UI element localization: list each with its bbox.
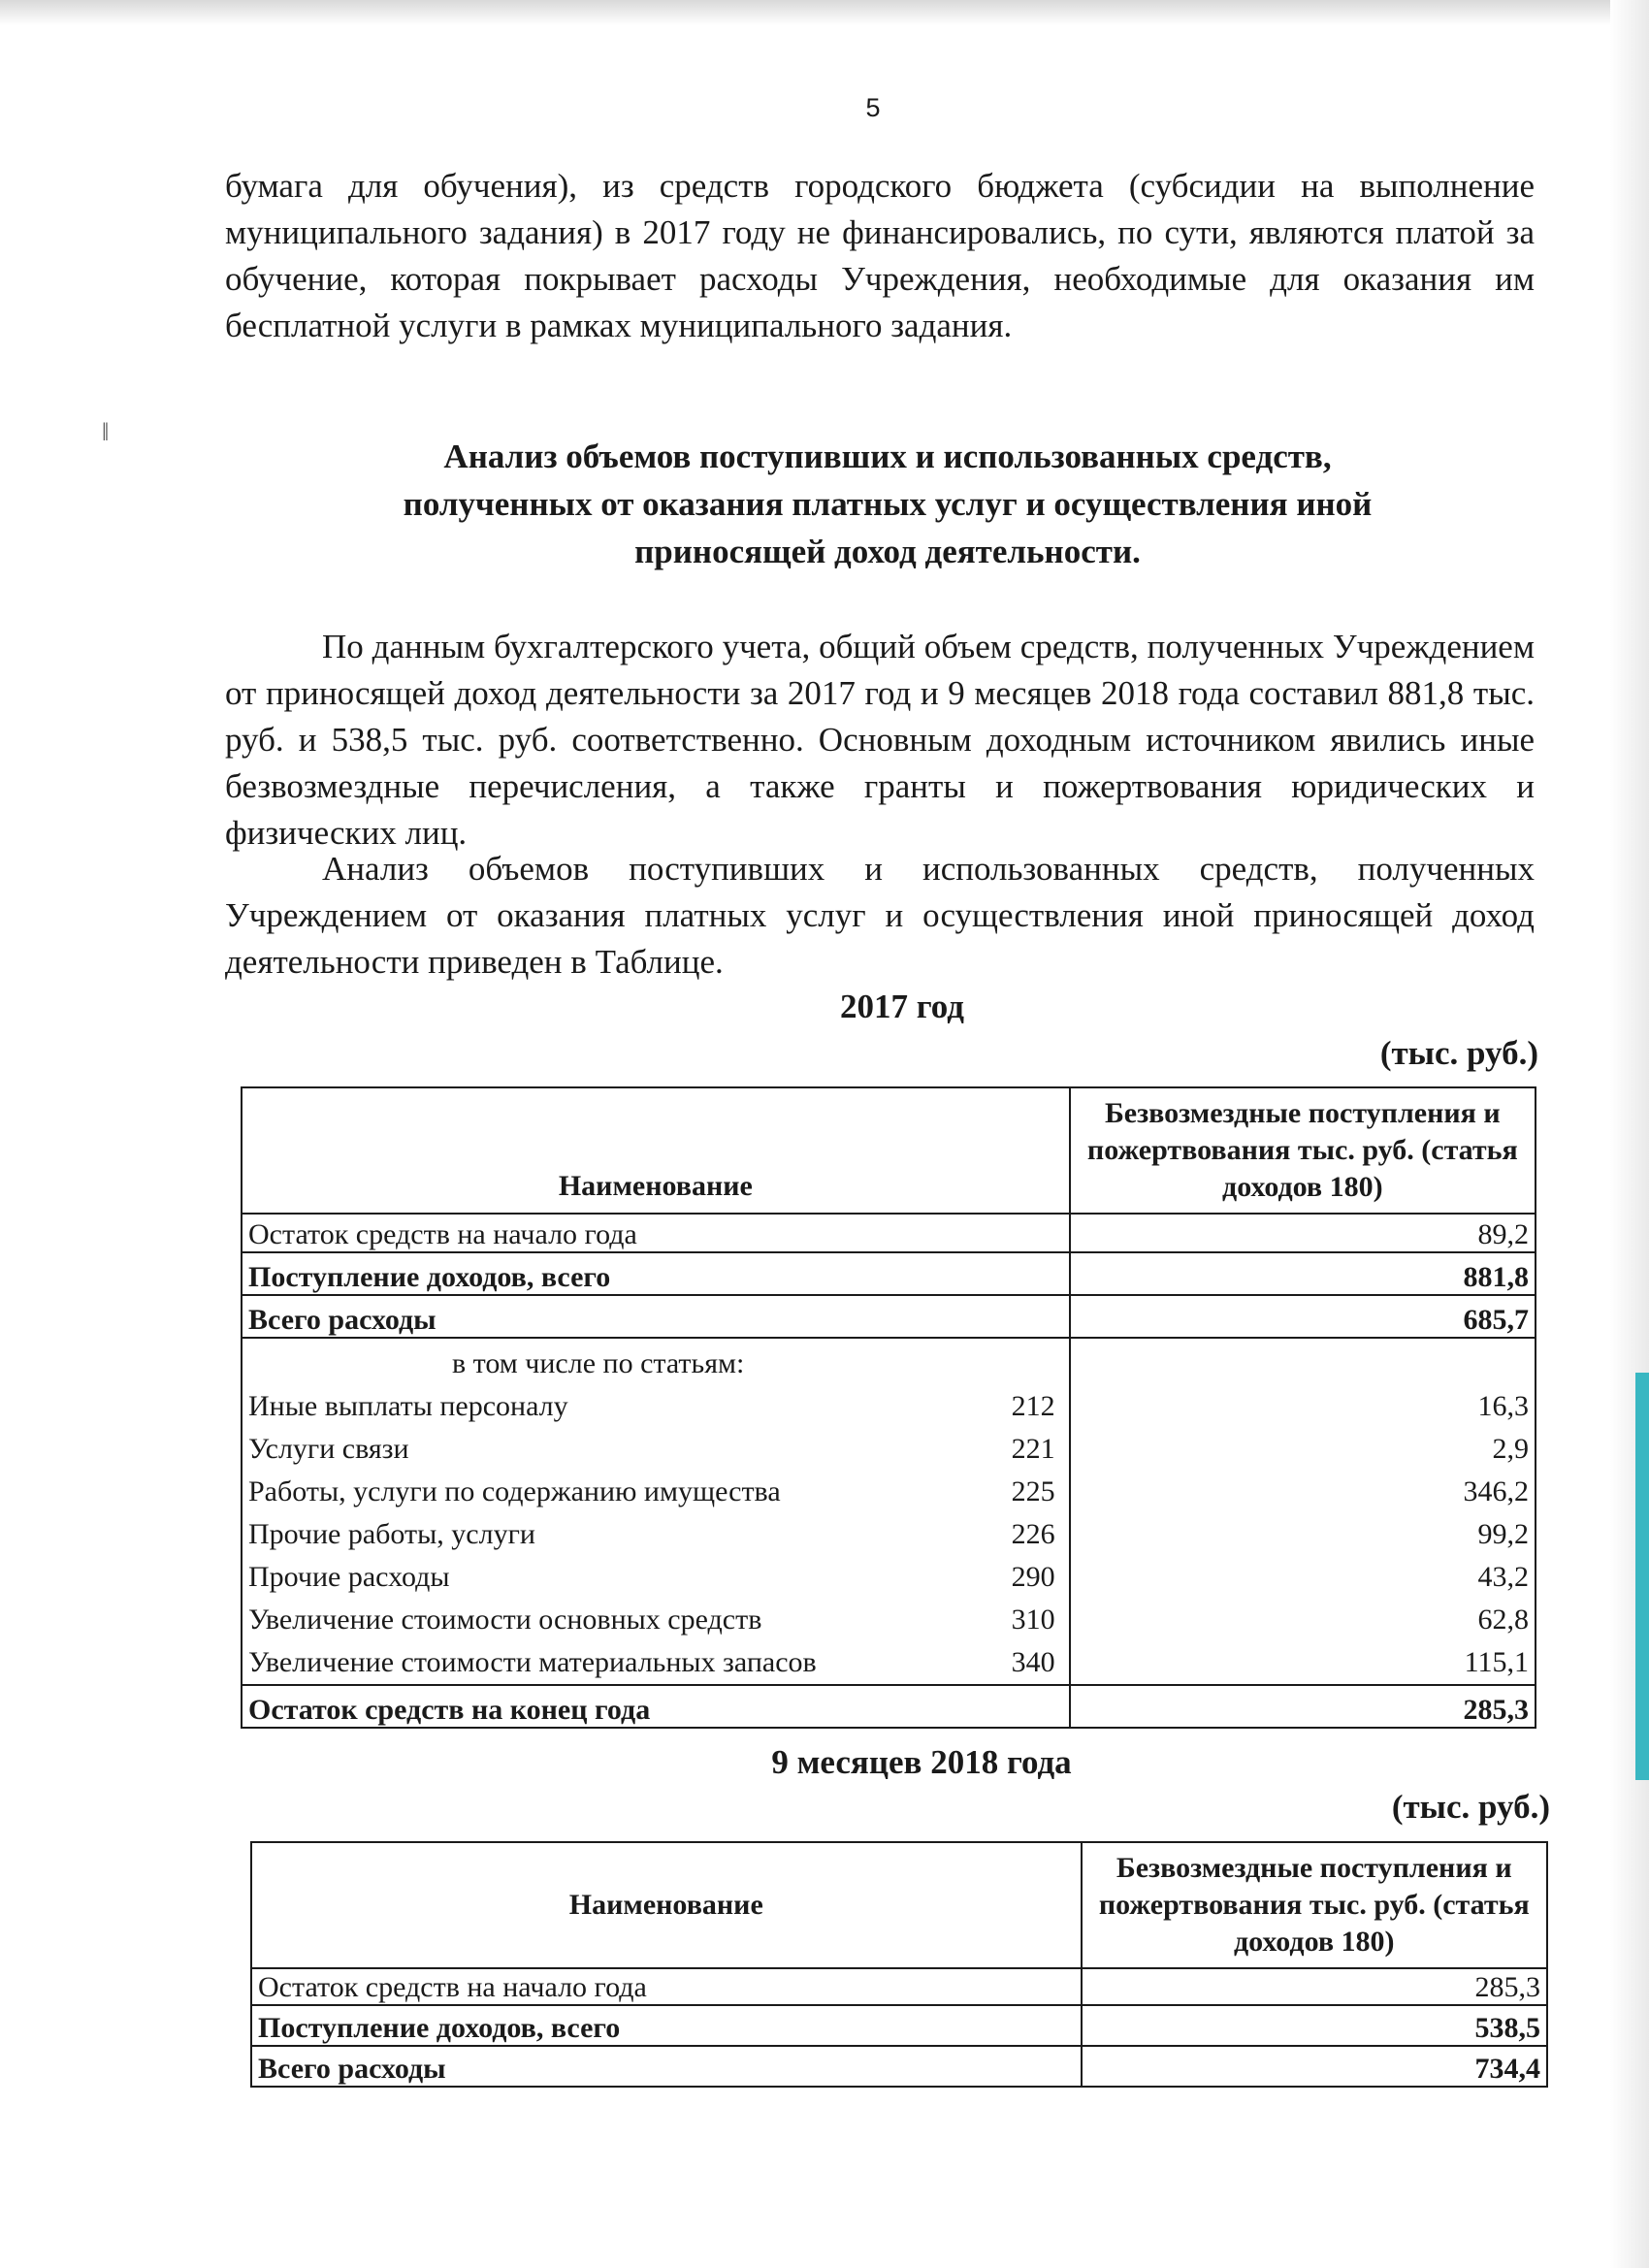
section-heading [320, 433, 1455, 575]
row-name: Остаток средств на начало года [242, 1214, 1070, 1252]
row-value: 89,2 [1070, 1214, 1536, 1252]
table-2018 [250, 1841, 1548, 2088]
table-2018-header-name: Наименование [251, 1842, 1082, 1968]
table-row-breakdown [242, 1338, 1536, 1685]
item-name: Прочие работы, услуги [248, 1518, 535, 1550]
item-name: Работы, услуги по содержанию имущества [248, 1475, 781, 1507]
section-heading-line-3: приносящей доход деятельности. [634, 533, 1141, 570]
row-name: Поступление доходов, всего [242, 1252, 1070, 1295]
item-code: 226 [1011, 1518, 1055, 1550]
table-2017-header-name: Наименование [242, 1087, 1070, 1214]
row-name: Поступление доходов, всего [251, 2005, 1082, 2046]
table-row [242, 1214, 1536, 1252]
row-name: Остаток средств на начало года [251, 1968, 1082, 2005]
table-row [242, 1295, 1536, 1338]
breakdown-names [242, 1338, 1070, 1685]
table-row [251, 2046, 1547, 2087]
item-code: 221 [1011, 1433, 1055, 1465]
list-item [248, 1428, 1063, 1471]
row-value: 734,4 [1082, 2046, 1547, 2087]
row-value: 285,3 [1070, 1685, 1536, 1728]
row-value: 538,5 [1082, 2005, 1547, 2046]
list-item [248, 1471, 1063, 1513]
paragraph-table-reference: Анализ объемов поступивших и использованных средств, полученных Учреждением от оказания платных услуг и осуществления иной приносящей доход деятельности приведен в Таблице. [225, 850, 1535, 981]
list-item [248, 1385, 1063, 1428]
row-value: 685,7 [1070, 1295, 1536, 1338]
item-value: 115,1 [1464, 1646, 1529, 1678]
item-code: 225 [1011, 1475, 1055, 1507]
item-code: 212 [1011, 1390, 1055, 1422]
page-tab-marker [1635, 1373, 1649, 1780]
row-name: Всего расходы [251, 2046, 1082, 2087]
item-name: Увеличение стоимости основных средств [248, 1604, 762, 1636]
table-row [242, 1685, 1536, 1728]
page-number: 5 [865, 93, 881, 122]
list-item [248, 1599, 1063, 1641]
list-item [248, 1641, 1063, 1684]
item-code: 310 [1011, 1604, 1055, 1636]
item-name: Увеличение стоимости материальных запасов [248, 1646, 817, 1678]
item-name: Услуги связи [248, 1433, 409, 1465]
list-item [248, 1513, 1063, 1556]
margin-mark: ǁ [102, 418, 110, 446]
section-heading-line-2: полученных от оказания платных услуг и осуществления иной [403, 485, 1373, 523]
item-value: 2,9 [1492, 1433, 1529, 1465]
scan-edge-top [0, 0, 1649, 25]
item-name: Прочие расходы [248, 1561, 450, 1593]
table-2017-unit: (тыс. руб.) [1379, 1034, 1538, 1072]
row-value: 881,8 [1070, 1252, 1536, 1295]
list-item [248, 1556, 1063, 1599]
item-value: 16,3 [1477, 1390, 1529, 1422]
item-value: 43,2 [1477, 1561, 1529, 1593]
table-2018-unit: (тыс. руб.) [1391, 1788, 1550, 1826]
paragraph-intro: бумага для обучения), из средств городского бюджета (субсидии на выполнение муниципального задания) в 2017 году не финансировались, по сути, являются платой за обучение, которая покрывает расходы Учреждения, необходимые для оказания им бесплатной услуги в рамках муниципального задания. [225, 167, 1535, 344]
table-row [251, 2005, 1547, 2046]
row-name: Всего расходы [242, 1295, 1070, 1338]
item-code: 340 [1011, 1646, 1055, 1678]
item-value: 346,2 [1463, 1475, 1529, 1507]
table-2017-header-value: Безвозмездные поступления и пожертвования тыс. руб. (статья доходов 180) [1070, 1087, 1536, 1214]
table-2017 [241, 1086, 1536, 1729]
item-code: 290 [1011, 1561, 1055, 1593]
table-2018-header-value: Безвозмездные поступления и пожертвования тыс. руб. (статья доходов 180) [1082, 1842, 1547, 1968]
row-name: Остаток средств на конец года [242, 1685, 1070, 1728]
table-2018-title: 9 месяцев 2018 года [771, 1743, 1072, 1781]
row-value: 285,3 [1082, 1968, 1547, 2005]
breakdown-caption: в том числе по статьям: [452, 1347, 745, 1379]
breakdown-values [1070, 1338, 1536, 1685]
table-2017-title: 2017 год [840, 988, 964, 1025]
scan-edge-right [1610, 0, 1649, 2268]
table-row [242, 1252, 1536, 1295]
item-value: 99,2 [1477, 1518, 1529, 1550]
table-row [251, 1968, 1547, 2005]
item-value: 62,8 [1477, 1604, 1529, 1636]
item-name: Иные выплаты персоналу [248, 1390, 568, 1422]
section-heading-line-1: Анализ объемов поступивших и использованных средств, [443, 437, 1332, 475]
paragraph-income-summary: По данным бухгалтерского учета, общий объем средств, полученных Учреждением от приносящей доход деятельности за 2017 год и 9 месяцев 2018 года составил 881,8 тыс. руб. и 538,5 тыс. руб. соответственно. Основным доходным источником явились иные безвозмездные перечисления, а также гранты и пожертвования юридических и физических лиц. [225, 628, 1535, 852]
